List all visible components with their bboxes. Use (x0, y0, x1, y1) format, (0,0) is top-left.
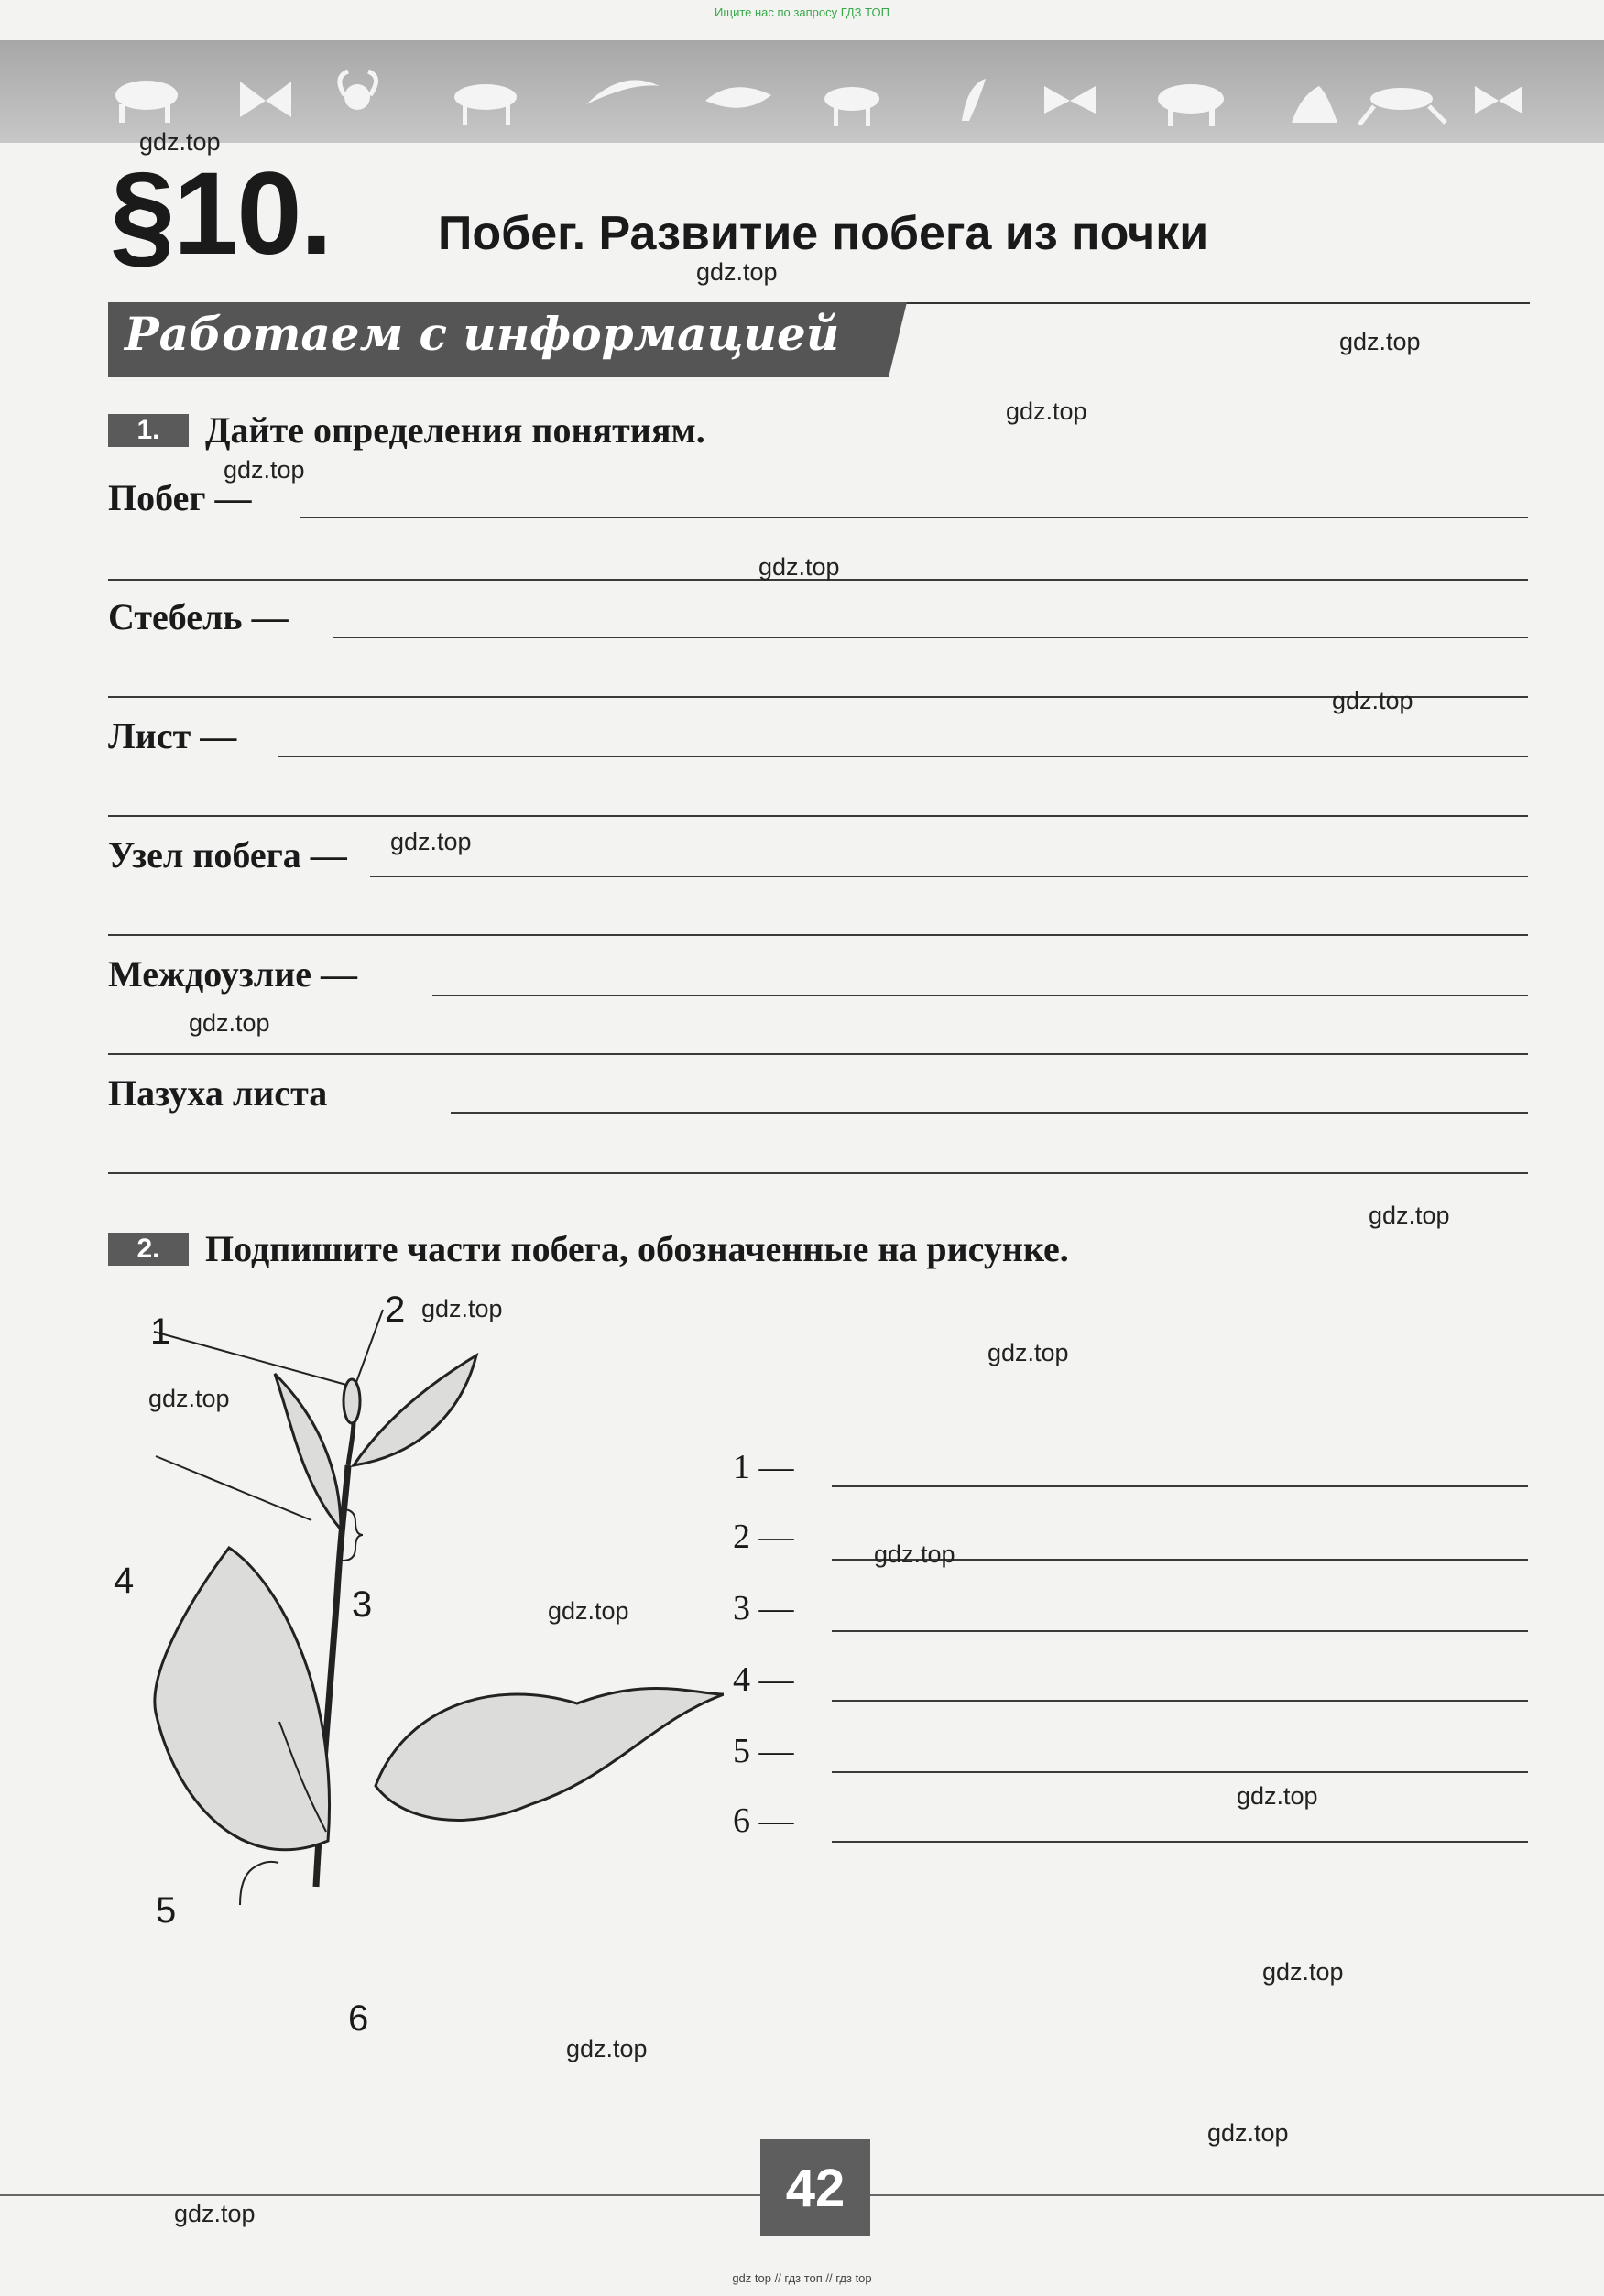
watermark: gdz.top (139, 128, 221, 156)
watermark: gdz.top (696, 258, 778, 286)
answer-line[interactable] (108, 815, 1528, 817)
answer-line[interactable] (278, 756, 1528, 757)
figure-label-5: 5 (156, 1890, 177, 1931)
footer-note: gdz top // гдз топ // гдз top (732, 2271, 872, 2285)
watermark: gdz.top (987, 1339, 1069, 1366)
figure-label-2: 2 (385, 1289, 406, 1330)
answer-line[interactable] (832, 1630, 1528, 1632)
answer-line[interactable] (108, 1172, 1528, 1174)
task2-badge: 2. (108, 1233, 189, 1266)
answer-label-1: 1 — (733, 1448, 794, 1486)
watermark: gdz.top (1339, 328, 1421, 355)
answer-line[interactable] (432, 995, 1528, 996)
answer-line[interactable] (108, 934, 1528, 936)
answer-line[interactable] (832, 1841, 1528, 1843)
answer-line[interactable] (451, 1112, 1528, 1114)
answer-label-5: 5 — (733, 1732, 794, 1770)
answer-line[interactable] (333, 637, 1528, 638)
watermark: gdz.top (1207, 2119, 1289, 2147)
page-title: Побег. Развитие побега из почки (438, 207, 1209, 260)
answer-line[interactable] (300, 517, 1528, 518)
answer-label-4: 4 — (733, 1660, 794, 1699)
task1-text: Дайте определения понятиям. (205, 409, 705, 451)
watermark: gdz.top (1237, 1782, 1318, 1810)
term-node: Узел побега — (108, 834, 347, 876)
task1-badge: 1. (108, 414, 189, 447)
answer-label-6: 6 — (733, 1801, 794, 1840)
paragraph-number: §10. (110, 148, 332, 279)
watermark: gdz.top (224, 456, 305, 484)
figure-label-3: 3 (352, 1584, 373, 1625)
watermark: gdz.top (189, 1009, 270, 1037)
term-internode: Междоузлие — (108, 953, 358, 995)
term-leaf: Лист — (108, 715, 237, 756)
watermark: gdz.top (148, 1385, 230, 1412)
watermark: gdz.top (1332, 687, 1413, 714)
watermark: gdz.top (548, 1597, 629, 1625)
watermark: gdz.top (421, 1295, 503, 1322)
term-stem: Стебель — (108, 596, 289, 637)
page-number: 42 (785, 2159, 846, 2218)
answer-label-2: 2 — (733, 1518, 794, 1556)
section-heading: Работаем с информацией (125, 307, 840, 361)
watermark: gdz.top (874, 1540, 955, 1568)
watermark: gdz.top (758, 553, 840, 581)
figure-label-6: 6 (348, 1998, 369, 2039)
top-note: Ищите нас по запросу ГДЗ ТОП (715, 5, 889, 19)
figure-label-1: 1 (150, 1311, 171, 1352)
answer-line[interactable] (108, 1053, 1528, 1055)
answer-label-3: 3 — (733, 1589, 794, 1627)
watermark: gdz.top (1262, 1958, 1344, 1986)
watermark: gdz.top (390, 828, 472, 855)
task2-text: Подпишите части побега, обозначенные на рисунке. (205, 1228, 1069, 1269)
term-leaf-axil: Пазуха листа (108, 1072, 328, 1114)
answer-line[interactable] (370, 876, 1528, 877)
answer-line[interactable] (832, 1700, 1528, 1702)
answer-line[interactable] (832, 1485, 1528, 1487)
term-shoot: Побег — (108, 477, 252, 518)
watermark: gdz.top (1006, 397, 1087, 425)
answer-line[interactable] (108, 696, 1528, 698)
figure-label-4: 4 (114, 1561, 135, 1601)
animal-silhouettes-icon (0, 40, 1604, 143)
watermark: gdz.top (1369, 1202, 1450, 1229)
watermark: gdz.top (566, 2035, 648, 2062)
answer-line[interactable] (832, 1771, 1528, 1773)
watermark: gdz.top (174, 2200, 256, 2227)
